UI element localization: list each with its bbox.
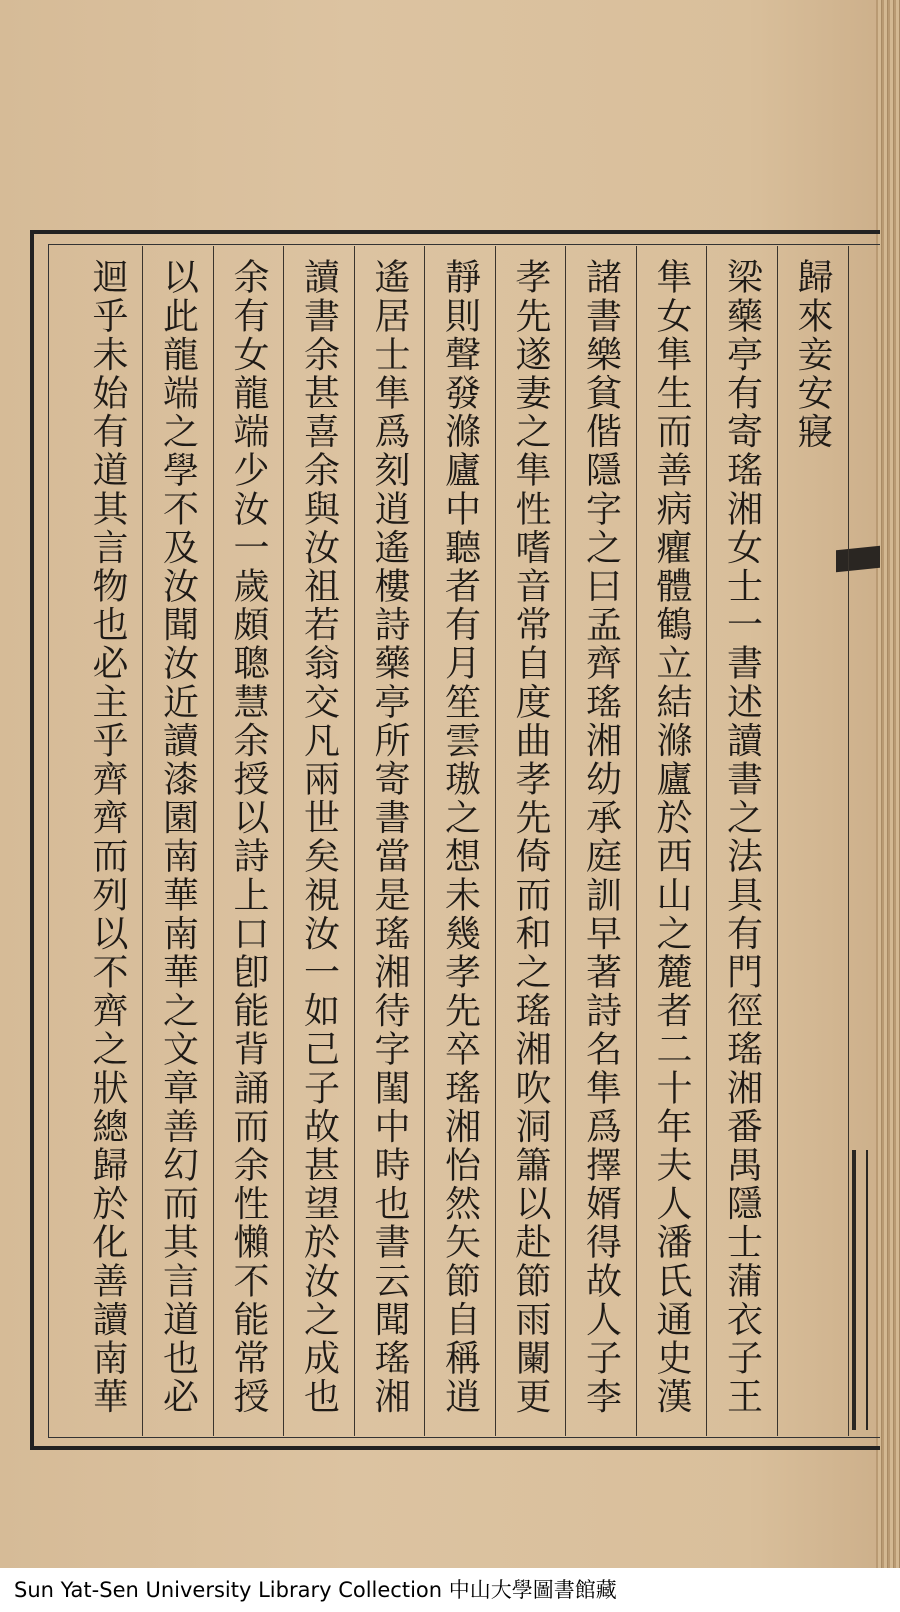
text-column: 歸來妾安寢 [792,258,833,451]
column-divider [848,246,849,1436]
column-divider [354,246,355,1436]
text-column: 隼女隼生而善病癯體鶴立結滌廬於西山之麓者二十年夫人潘氏通史漢 [651,258,692,1416]
column-divider [142,246,143,1436]
column-divider [213,246,214,1436]
column-divider [636,246,637,1436]
text-column: 諸書樂貧偕隱字之曰孟齊瑤湘幼承庭訓早著詩名隼爲擇婿得故人子李 [580,258,622,1416]
text-column: 孝先遂妻之隼性嗜音常自度曲孝先倚而和之瑤湘吹洞簫以赴節雨闌更 [510,258,551,1416]
text-column: 梁藥亭有寄瑤湘女士一書述讀書之法具有門徑瑤湘番禺隱士蒲衣子王 [721,258,763,1416]
text-column: 靜則聲發滌廬中聽者有月笙雲璈之想未幾孝先卒瑤湘怡然矢節自稱逍 [439,258,481,1416]
text-column: 遙居士隼爲刻逍遙樓詩藥亭所寄書當是瑤湘待字閨中時也書云聞瑤湘 [369,258,410,1416]
text-column: 迴乎未始有道其言物也必主乎齊齊而列以不齊之狀總歸於化善讀南華 [87,258,128,1416]
text-column: 余有女龍端少汝一歲頗聰慧余授以詩上口卽能背誦而余性懶不能常授 [228,258,269,1416]
text-column: 以此龍端之學不及汝聞汝近讀漆園南華南華之文章善幻而其言道也必 [157,258,199,1416]
column-divider [424,246,425,1436]
column-divider [283,246,284,1436]
column-divider [495,246,496,1436]
footer-credit: Sun Yat-Sen University Library Collection 中山大學圖書館藏 [14,1578,617,1602]
text-column: 讀書余甚喜余與汝祖若翁交凡兩世矣視汝一如己子故甚望於汝之成也 [298,258,340,1416]
collection-footer [0,1568,900,1612]
column-divider [777,246,778,1436]
column-divider [565,246,566,1436]
column-divider [706,246,707,1436]
